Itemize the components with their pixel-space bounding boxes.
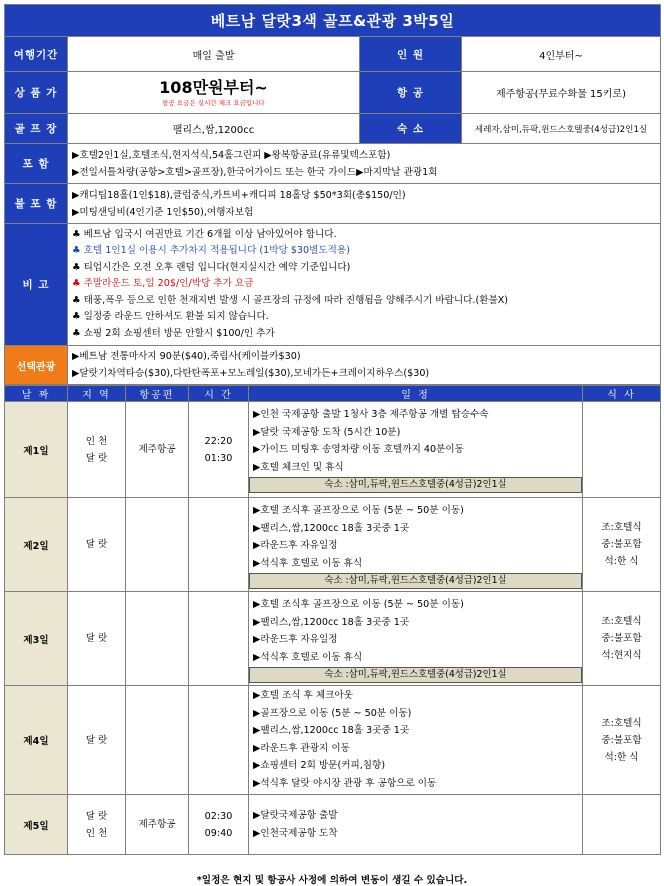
schedule-item: ▶라운드후 자유일정 [253,634,338,645]
hotel-bar: 숙소 :삼미,듀팍,윈드스호텔중(4성급)2인1실 [249,477,582,493]
region-text: 달 랏 [85,810,108,822]
day-label: 제1일 [5,402,68,498]
price-value: 108만원부터~ [159,77,268,97]
golf-label: 골 프 장 [5,114,68,144]
meal-item: 조:호텔식 [601,522,642,533]
day-schedule [249,686,583,795]
region-text: 달 랏 [85,539,108,550]
remark-item: ♣ 일정중 라운드 안하셔도 환불 되지 않습니다. [72,311,269,323]
day-time [189,402,249,498]
period-value: 매일 출발 [68,37,360,72]
schedule-item: ▶라운드후 관광지 이동 [253,742,350,754]
exclude-label: 불 포 함 [5,184,68,224]
schedule-item: ▶석식후 호텔로 이동 휴식 [253,557,363,569]
day-label: 제2일 [5,498,68,592]
day-flight: 제주항공 [126,402,189,498]
schedule-table [4,385,661,855]
header-time: 시 간 [189,386,249,402]
day-time [189,795,249,855]
day-meals [583,498,661,592]
day-row [5,795,661,855]
day-schedule [249,498,583,592]
schedule-item: ▶인천 국제공항 출발 1청사 3층 제주항공 개별 탑승수속 [253,409,489,420]
time-text: 01:30 [204,452,233,464]
remarks-label: 비 고 [5,224,68,346]
time-text: 22:20 [204,435,233,447]
include-item: ▶호텔2인1실,호텔조식,현지석식,54홀그린피 ▶왕복항공료(유류및텍스포함) [72,149,391,161]
remark-item: ♣ 주말라운드 토,일 20$/인/박당 추가 요금 [72,278,254,290]
hotel-bar: 숙소 :삼미,듀팍,윈드스호텔중(4성급)2인1실 [249,667,582,683]
schedule-item: ▶달랏국제공항 출발 [253,810,338,821]
schedule-item: ▶호텔 체크인 및 휴식 [253,461,344,473]
include-label: 포 함 [5,144,68,184]
day-schedule [249,592,583,686]
options-label: 선택관광 [5,346,68,385]
schedule-item: ▶달랏 국제공항 도착 (5시간 10분) [253,426,401,438]
schedule-item: ▶호텔 조식후 골프장으로 이동 (5분 ~ 50분 이동) [253,505,464,516]
region-text: 인 천 [85,827,108,839]
schedule-item: ▶호텔 조식후 골프장으로 이동 (5분 ~ 50분 이동) [253,599,464,610]
remarks-list [68,224,661,346]
region-text: 인 천 [85,435,108,447]
schedule-item: ▶골프장으로 이동 (5분 ~ 50분 이동) [253,707,412,719]
flight-value: 제주항공(무료수화물 15키로) [462,72,661,114]
remark-item: ♣ 티업시간은 오전 오후 랜덤 입니다(현지실시간 예약 기준입니다) [72,261,351,273]
remark-item: ♣ 쇼핑 2회 쇼핑센터 방문 안할시 $100/인 추가 [72,327,275,339]
header-flight: 항공편 [126,386,189,402]
schedule-item: ▶팰리스,쌈,1200cc 18홀 3곳중 1곳 [253,616,410,628]
hotel-bar: 숙소 :삼미,듀팍,윈드스호텔중(4성급)2인1실 [249,573,582,589]
schedule-item: ▶호텔 조식 후 체크아웃 [253,690,353,701]
time-text: 02:30 [204,810,233,822]
meal-item: 조:호텔식 [601,717,642,729]
region-text: 달 랏 [85,633,108,644]
day-meals [583,795,661,855]
option-item: ▶베트남 전통마사지 90분($40),죽림사(케이블카$30) [72,351,301,362]
price-cell [68,72,360,114]
day-meals [583,402,661,498]
footer-note: *일정은 현지 및 항공사 사정에 의하여 변동이 생길 수 있습니다. [196,875,468,886]
day-row [5,592,661,686]
day-meals [583,592,661,686]
schedule-item: ▶석식후 호텔로 이동 휴식 [253,651,363,663]
header-date: 날 짜 [5,386,68,402]
day-time [189,498,249,592]
people-value: 4인부터~ [462,37,661,72]
day-row [5,402,661,498]
schedule-item: ▶팰리스,쌈,1200cc 18홀 3곳중 1곳 [253,522,410,534]
day-label: 제5일 [5,795,68,855]
schedule-item: ▶팰리스,쌈,1200cc 18홀 3곳중 1곳 [253,725,410,736]
day-flight [126,498,189,592]
day-flight [126,592,189,686]
meal-item: 석:현지식 [601,650,642,661]
day-region [68,592,126,686]
day-row [5,686,661,795]
flight-label: 항 공 [360,72,462,114]
meal-item: 석:한 식 [604,751,639,763]
hotel-label: 숙 소 [360,114,462,144]
region-text: 달 랏 [85,734,108,746]
region-text: 달 랏 [85,452,108,464]
day-region [68,498,126,592]
people-label: 인 원 [360,37,462,72]
day-label: 제4일 [5,686,68,795]
schedule-item: ▶쇼핑센터 2회 방문(커피,침향) [253,760,386,771]
meal-item: 중:불포함 [601,734,642,746]
time-text: 09:40 [204,827,233,839]
options-list [68,346,661,385]
include-item: ▶전일서틀차량(공항>호텔>골프장),한국어가이드 또는 한국 가이드▶마지막날 관광1회 [72,166,438,178]
hotel-value: 세레자,삼미,듀팍,윈드스호텔중(4성급)2인1실 [462,114,661,144]
price-note: 항공 요금은 실시간 체크 요금입니다 [162,98,265,107]
meal-item: 중:불포함 [601,539,642,550]
day-region [68,686,126,795]
meal-item: 조:호텔식 [601,616,642,627]
schedule-item: ▶가이드 미팅후 송영차량 이동 호텔까지 40분이동 [253,444,464,455]
remark-item: ♣ 호텔 1인1실 이용시 추가차지 적용됩니다 (1박당 $30별도적용) [72,245,350,257]
header-meals: 식 사 [583,386,661,402]
day-time [189,592,249,686]
itinerary-page [4,4,660,886]
day-flight [126,686,189,795]
golf-value: 팰리스,쌈,1200cc [68,114,360,144]
schedule-item: ▶라운드후 자유일정 [253,540,338,551]
meal-item: 중:불포함 [601,633,642,644]
schedule-item: ▶석식후 달랏 야시장 관광 후 공항으로 이동 [253,777,437,789]
period-label: 여행기간 [5,37,68,72]
include-list [68,144,661,184]
header-region: 지 역 [68,386,126,402]
header-schedule: 일 정 [249,386,583,402]
day-meals [583,686,661,795]
meal-item: 석:한 식 [604,556,639,567]
day-row [5,498,661,592]
schedule-header [5,386,661,402]
option-item: ▶달랏기차역타승($30),다탄탄폭포+모노레일($30),모네가든+크레이지하우스($30) [72,368,430,379]
day-region [68,795,126,855]
info-table [4,4,661,385]
exclude-item: ▶미팅샌딩비(4인기준 1인$50),여행자보험 [72,206,254,218]
remark-item: ♣ 태풍,폭우 등으로 인한 천재지변 발생 시 골프장의 규정에 따라 진행됨을 양해주시기 바랍니다.(환불X) [72,294,509,306]
day-time [189,686,249,795]
exclude-item: ▶캐디팁18홀(1인$18),클럽중식,카트비+캐디피 18홀당 $50*3회(총$150/인) [72,189,406,201]
day-schedule [249,402,583,498]
product-label: 상 품 가 [5,72,68,114]
exclude-list [68,184,661,224]
day-flight: 제주항공 [126,795,189,855]
day-label: 제3일 [5,592,68,686]
day-schedule [249,795,583,855]
day-region [68,402,126,498]
page-title: 베트남 달랏3색 골프&관광 3박5일 [5,5,661,37]
schedule-item: ▶인천국제공항 도착 [253,827,338,839]
remark-item: ♣ 베트남 입국시 여권만료 기간 6개월 이상 남아있어야 합니다. [72,228,337,240]
